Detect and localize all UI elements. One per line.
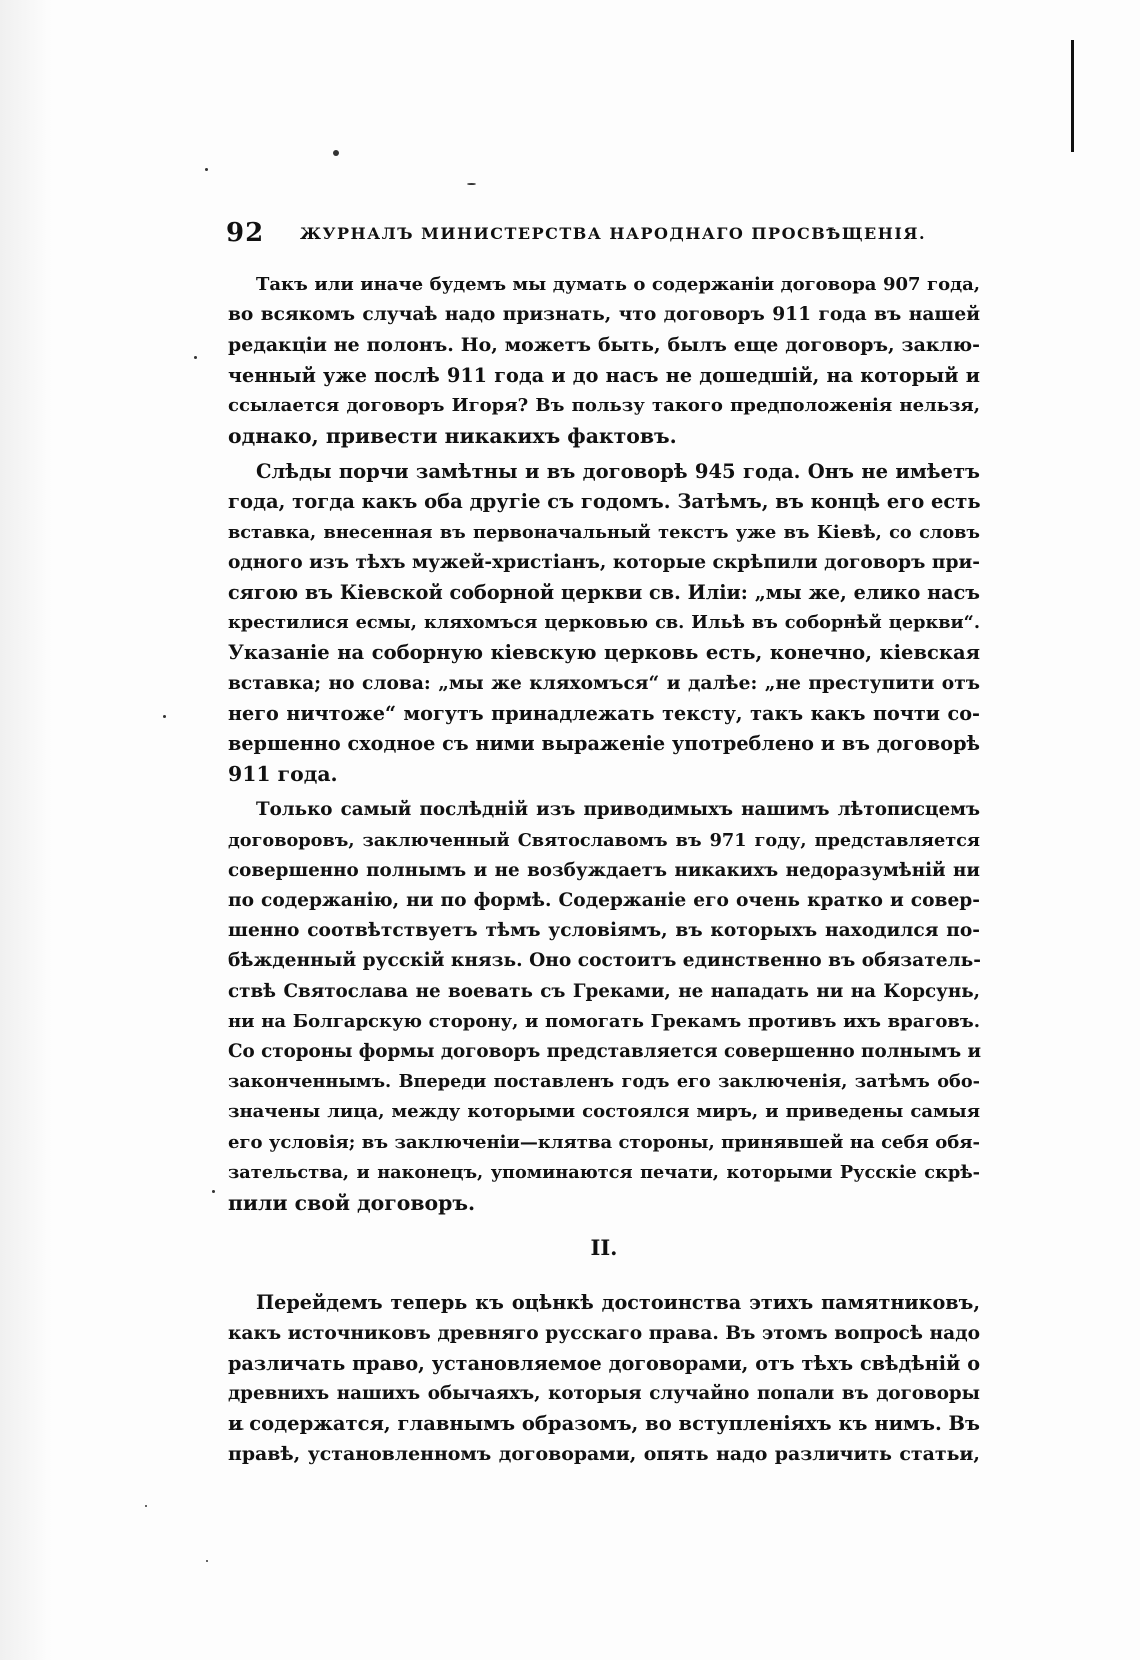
text-line: совершенно полнымъ и не возбуждаетъ никакихъ недоразумѣній ни xyxy=(228,859,980,881)
page-number: 92 xyxy=(226,218,265,248)
ink-speck xyxy=(205,168,208,171)
ink-speck xyxy=(212,1190,215,1193)
text-line: 911 года. xyxy=(228,762,338,787)
ink-speck xyxy=(194,356,197,359)
text-line: однако, привести никакихъ фактовъ. xyxy=(228,424,677,449)
running-head: ЖУРНАЛЪ МИНИСТЕРСТВА НАРОДНАГО ПРОСВѢЩЕНІЯ. xyxy=(300,224,927,243)
text-line: Только самый послѣдній изъ приводимыхъ нашимъ лѣтописцемъ xyxy=(256,799,980,821)
text-line: Указаніе на соборную кіевскую церковь есть, конечно, кіевская xyxy=(228,641,980,665)
text-line: различать право, установляемое договорами, отъ тѣхъ свѣдѣній о xyxy=(228,1351,980,1375)
margin-mark xyxy=(1071,40,1074,152)
text-line: договоровъ, заключенный Святославомъ въ 971 году, представляется xyxy=(228,829,980,851)
text-line: древнихъ нашихъ обычаяхъ, которыя случайно попали въ договоры xyxy=(228,1382,980,1404)
text-line: вставка, внесенная въ первоначальный текстъ уже въ Кіевѣ, со словъ xyxy=(228,521,980,543)
text-line: Слѣды порчи замѣтны и въ договорѣ 945 года. Онъ не имѣетъ xyxy=(256,460,980,484)
ink-speck xyxy=(333,150,339,156)
text-line: его условія; въ заключеніи—клятва стороны, принявшей на себя обя- xyxy=(228,1131,980,1153)
text-line: Со стороны формы договоръ представляется совершенно полнымъ и xyxy=(228,1041,982,1063)
scan-shadow xyxy=(0,0,52,1660)
text-line: него ничтоже“ могутъ принадлежать тексту, такъ какъ почти со- xyxy=(228,701,980,725)
text-line: ствѣ Святослава не воевать съ Греками, не нападать ни на Корсунь, xyxy=(228,980,980,1002)
text-line: по содержанію, ни по формѣ. Содержаніе его очень кратко и совер- xyxy=(228,890,980,912)
text-line: пили свой договоръ. xyxy=(228,1191,476,1216)
text-line: зательства, и наконецъ, упоминаются печати, которыми Русскіе скрѣ- xyxy=(228,1161,980,1183)
text-line: ни на Болгарскую сторону, и помогать Грекамъ противъ ихъ враговъ. xyxy=(228,1010,980,1032)
ink-speck xyxy=(145,1505,147,1507)
text-line: правѣ, установленномъ договорами, опять надо различить статьи, xyxy=(228,1443,980,1466)
text-line: бѣжденный русскій князь. Оно состоитъ единственно въ обязатель- xyxy=(228,950,982,972)
text-line: ссылается договоръ Игоря? Въ пользу такого предположенія нельзя, xyxy=(228,394,980,416)
text-line: значены лица, между которыми состоялся миръ, и приведены самыя xyxy=(228,1101,980,1123)
text-line: и содержатся, главнымъ образомъ, во вступленіяхъ къ нимъ. Въ xyxy=(228,1412,980,1436)
text-line: вершенно сходное съ ними выраженіе употреблено и въ договорѣ xyxy=(228,732,980,756)
paragraph xyxy=(228,1288,980,1469)
paragraph xyxy=(228,457,980,789)
ink-speck xyxy=(163,715,166,718)
text-line: ченный уже послѣ 911 года и до насъ не дошедшій, на который и xyxy=(228,363,980,387)
text-line: года, тогда какъ оба другіе съ годомъ. Затѣмъ, въ концѣ его есть xyxy=(228,490,981,514)
text-line: Такъ или иначе будемъ мы думать о содержаніи договора 907 года, xyxy=(256,274,980,295)
paragraph xyxy=(228,795,980,1218)
ink-speck xyxy=(467,183,476,185)
text-line: вставка; но слова: „мы же кляхомъся“ и далѣе: „не преступити отъ xyxy=(228,672,980,694)
page-header xyxy=(226,218,986,254)
section-heading: II. xyxy=(590,1235,618,1261)
text-line: Перейдемъ теперь къ оцѣнкѣ достоинства этихъ памятниковъ, xyxy=(256,1291,980,1315)
text-line: во всякомъ случаѣ надо признать, что договоръ 911 года въ нашей xyxy=(228,304,980,326)
paragraph xyxy=(228,270,980,451)
text-line: какъ источниковъ древняго русскаго права. Въ этомъ вопросѣ надо xyxy=(228,1322,980,1344)
ink-speck xyxy=(206,1560,208,1562)
text-line: шенно соотвѣтствуетъ тѣмъ условіямъ, въ которыхъ находился по- xyxy=(228,920,980,942)
text-line: одного изъ тѣхъ мужей-христіанъ, которые скрѣпили договоръ при- xyxy=(228,551,980,573)
text-line: законченнымъ. Впереди поставленъ годъ его заключенія, затѣмъ обо- xyxy=(228,1071,980,1093)
text-line: сягою въ Кіевской соборной церкви св. Иліи: „мы же, елико насъ xyxy=(228,581,980,605)
body-text xyxy=(228,270,980,1470)
text-line: крестилися есмы, кляхомъся церковью св. Ильѣ въ соборнѣй церкви“. xyxy=(228,612,980,634)
text-line: редакціи не полонъ. Но, можетъ быть, былъ еще договоръ, заклю- xyxy=(228,334,980,357)
